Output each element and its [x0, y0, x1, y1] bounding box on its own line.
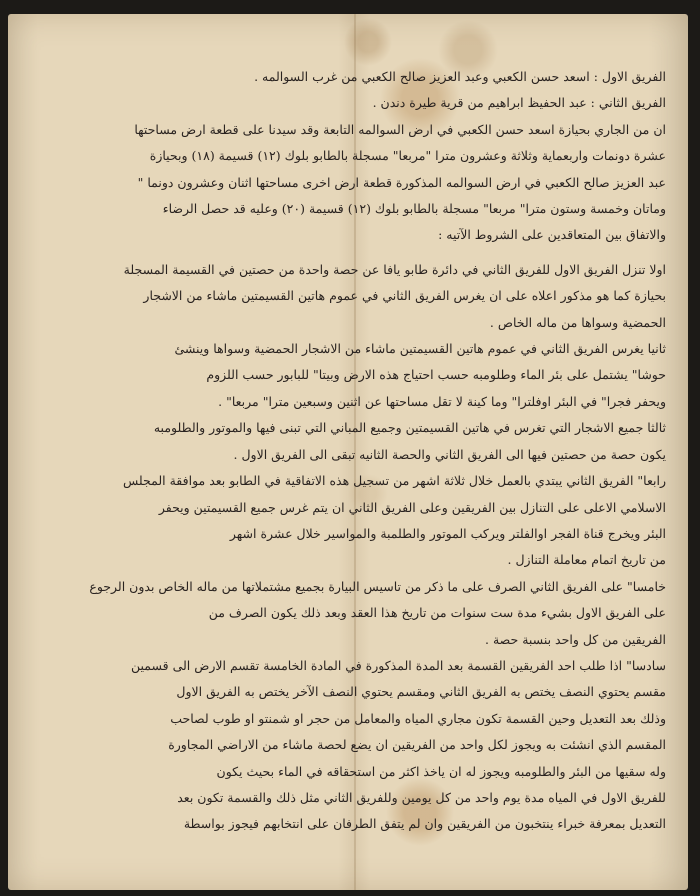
section-third: ثالثا جميع الاشجار التي تغرس في هاتين القسيمتين وجميع المباني التي تبنى فيها والموتور والطلومبه [153, 420, 666, 436]
text-line: عشرة دونمات واربعماية وثلاثة وعشرون مترا "مربعا" مسجلة بالطابو بلوك (١٢) قسيمة (١٨) وبحيازة [149, 148, 666, 164]
text-line: الاسلامي الاعلى على التنازل بين الفريقين وعلى الفريق الثاني ان يتم غرس جميع القسيمتين ويحفر [158, 499, 666, 515]
text-line: المقسم الذي انشئت به ويجوز لكل واحد من الفريقين ان يضع لحصة ماشاء من الاراضي المجاورة [168, 737, 666, 753]
text-line: يكون حصة من حصتين فيها الى الفريق الثاني والحصة الثانيه تبقى الى الفريق الاول . [233, 446, 666, 462]
text-line: الفريق الاول : اسعد حسن الكعبي وعبد العزيز صالح الكعبي من غرب السوالمه . [254, 69, 666, 84]
text-line: وماتان وخمسة وستون مترا" مربعا" مسجلة بالطابو بلوك (١٢) قسيمة (٢٠) وعليه قد حصل الرضاء [162, 201, 666, 217]
contract-text [30, 64, 666, 838]
text-line: وذلك بعد التعديل وحين القسمة تكون مجاري المياه والمعامل من حجر او شمنتو او طوب لصاحب [170, 710, 666, 726]
text-line: التعديل بمعرفة خبراء ينتخبون من الفريقين وان لم يتفق الطرفان على انتخابهم فيجوز بواسطة [183, 816, 666, 832]
text-line: البئر ويخرج قناة الفجر اوالفلتر ويركب الموتور والطلمبة والمواسير خلال عشرة اشهر [229, 525, 666, 541]
text-line: مقسم يحتوي النصف يختص به الفريق الثاني ومقسم يحتوي النصف الآخر يختص به الفريق الاول [176, 684, 666, 700]
section-fifth: خامسا" على الفريق الثاني الصرف على ما ذكر من تاسيس البيارة بجميع مشتملاتها من ماله الخاص بدون الرجوع [89, 578, 666, 594]
text-line: الحمضية وسواها من ماله الخاص . [489, 314, 666, 330]
text-line: والاتفاق بين المتعاقدين على الشروط الآتيه : [438, 227, 666, 243]
section-second: ثانيا يغرس الفريق الثاني في عموم هاتين القسيمتين ماشاء من الاشجار الحمضية وسواها وينشئ [174, 341, 666, 357]
text-line: بحيازة كما هو مذكور اعلاه على ان يغرس الفريق الثاني في عموم هاتين القسيمتين ماشاء من الاشجار [143, 288, 666, 304]
text-line: على الفريق الاول بشيء مدة ست سنوات من تاريخ هذا العقد وبعد ذلك يكون الصرف من [208, 605, 666, 621]
section-fourth: رابعا" الفريق الثاني يبتدي بالعمل خلال ثلاثة اشهر من تسجيل هذه الاتفاقية في الطابو بعد موافقة المجلس [122, 473, 666, 489]
text-line: من تاريخ اتمام معاملة التنازل . [507, 552, 666, 568]
section-sixth: سادسا" اذا طلب احد الفريقين القسمة بعد المدة المذكورة في المادة الخامسة تقسم الارض الى قسمين [130, 657, 666, 673]
document-page [8, 14, 688, 890]
text-line: ان من الجاري بحيازة اسعد حسن الكعبي في ارض السوالمه التابعة وقد سيدنا على قطعة ارض مساحتها [134, 121, 666, 137]
section-first: اولا تنزل الفريق الاول للفريق الثاني في دائرة طابو يافا عن حصة واحدة من حصتين في القسيمة المسجلة [123, 261, 666, 277]
text-line: ويحفر فجرا" في البئر اوفلترا" وما كينة لا تقل مساحتها عن اثنين وسبعين مترا" مربعا" . [218, 393, 666, 409]
text-line: الفريق الثاني : عبد الحفيظ ابراهيم من قرية طيرة دندن . [372, 95, 666, 111]
paragraph-gap [30, 249, 666, 257]
text-line: عبد العزيز صالح الكعبي في ارض السوالمه المذكورة قطعة ارض اخرى مساحتها اثنان وعشرون دونما " [137, 174, 666, 190]
text-line: حوشا" يشتمل على بئر الماء وطلومبه حسب احتياج هذه الارض وبيتا" للبابور حسب اللزوم [206, 367, 666, 383]
text-line: وله سقيها من البئر والطلومبه ويجوز له ان ياخذ اكثر من استحقاقه في الماء بحيث يكون [216, 763, 666, 779]
text-line: الفريقين من كل واحد بنسبة حصة . [485, 631, 666, 647]
text-line: للفريق الاول في المياه مدة يوم واحد من كل يومين وللفريق الثاني مثل ذلك والقسمة تكون بعد [177, 789, 666, 805]
